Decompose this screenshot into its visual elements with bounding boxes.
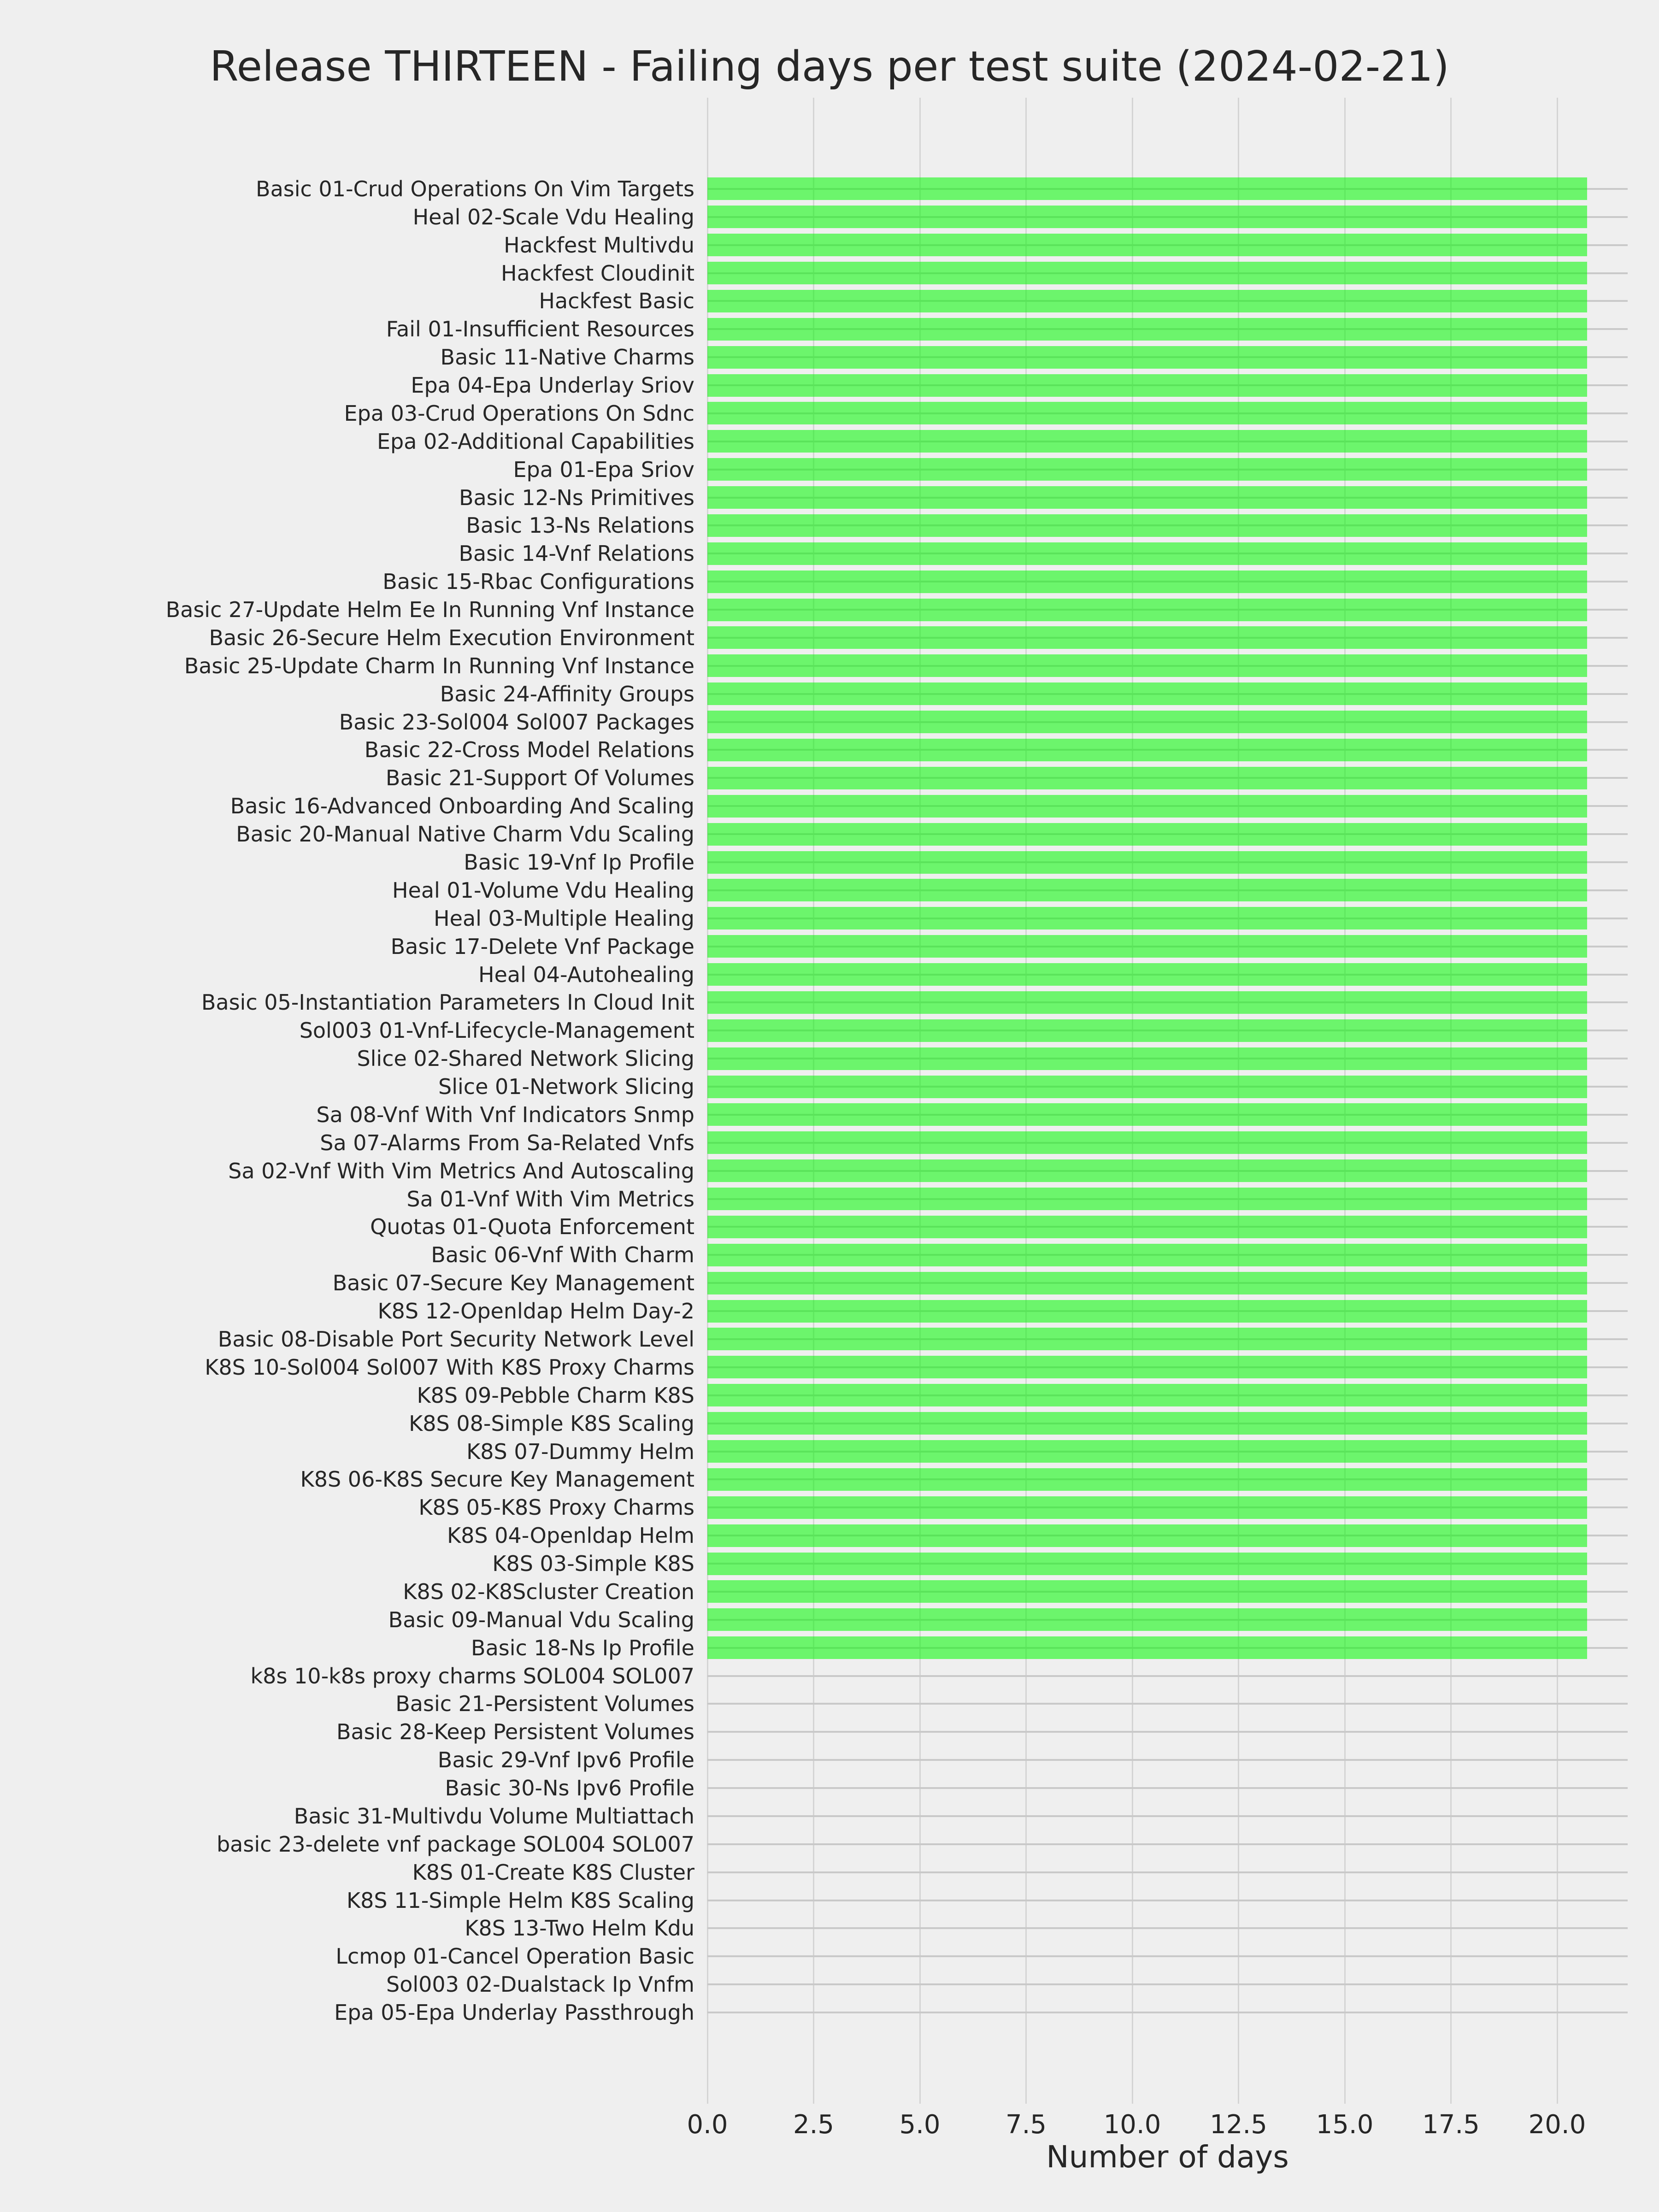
x-gridline [1557, 98, 1558, 2104]
y-tick-label: Basic 19-Vnf Ip Profile [464, 850, 694, 875]
bar-sa-01-vnf-with-vim-metrics [707, 1188, 1587, 1210]
bar-basic-14-vnf-relations [707, 542, 1587, 565]
x-tick-label: 10.0 [1103, 2110, 1161, 2140]
y-gridline [707, 1871, 1628, 1873]
y-tick-label: Epa 04-Epa Underlay Sriov [411, 373, 694, 398]
y-tick-label: Epa 02-Additional Capabilities [377, 429, 694, 454]
y-gridline [707, 1927, 1628, 1929]
x-gridline [1238, 98, 1239, 2104]
y-tick-label: Hackfest Multivdu [504, 232, 694, 258]
bar-slice-02-shared-network-slicing [707, 1047, 1587, 1070]
y-tick-label: Epa 05-Epa Underlay Passthrough [334, 2000, 694, 2025]
x-gridline [707, 98, 708, 2104]
x-axis-title: Number of days [1046, 2139, 1289, 2175]
x-tick-label: 15.0 [1316, 2110, 1374, 2140]
y-tick-label: Basic 20-Manual Native Charm Vdu Scaling [236, 822, 694, 847]
bar-basic-27-update-helm-ee-in-running-vnf-instance [707, 599, 1587, 621]
bar-k8s-04-openldap-helm [707, 1524, 1587, 1547]
y-tick-label: k8s 10-k8s proxy charms SOL004 SOL007 [250, 1663, 694, 1688]
y-tick-label: Basic 29-Vnf Ipv6 Profile [437, 1747, 694, 1773]
y-tick-label: Fail 01-Insufficient Resources [386, 317, 694, 342]
y-tick-label: K8S 02-K8Scluster Creation [403, 1579, 694, 1604]
y-tick-label: Sa 01-Vnf With Vim Metrics [406, 1186, 694, 1212]
bar-sa-07-alarms-from-sa-related-vnfs [707, 1131, 1587, 1154]
bar-heal-01-volume-vdu-healing [707, 879, 1587, 901]
y-tick-label: Basic 14-Vnf Relations [459, 541, 694, 566]
y-tick-label: Slice 02-Shared Network Slicing [357, 1046, 694, 1071]
y-tick-label: K8S 09-Pebble Charm K8S [417, 1382, 694, 1408]
bar-basic-08-disable-port-security-network-level [707, 1328, 1587, 1350]
bar-basic-26-secure-helm-execution-environment [707, 626, 1587, 649]
bar-basic-09-manual-vdu-scaling [707, 1608, 1587, 1631]
y-gridline [707, 1983, 1628, 1985]
x-gridline [1344, 98, 1346, 2104]
y-tick-label: Sa 08-Vnf With Vnf Indicators Snmp [316, 1102, 694, 1127]
bar-k8s-05-k8s-proxy-charms [707, 1496, 1587, 1519]
y-gridline [707, 1759, 1628, 1761]
bar-basic-06-vnf-with-charm [707, 1244, 1587, 1266]
y-tick-label: Basic 24-Affinity Groups [440, 681, 694, 706]
y-tick-label: K8S 05-K8S Proxy Charms [418, 1495, 694, 1520]
y-tick-label: Basic 23-Sol004 Sol007 Packages [339, 709, 694, 735]
y-tick-label: K8S 06-K8S Secure Key Management [300, 1467, 694, 1492]
y-tick-label: Basic 05-Instantiation Parameters In Cloud Init [201, 990, 694, 1015]
plot-area [707, 98, 1628, 2104]
bar-epa-04-epa-underlay-sriov [707, 374, 1587, 397]
bar-basic-21-support-of-volumes [707, 767, 1587, 789]
y-gridline [707, 1731, 1628, 1733]
y-tick-label: Basic 27-Update Helm Ee In Running Vnf Instance [165, 597, 694, 623]
y-tick-label: Heal 04-Autohealing [478, 962, 694, 987]
y-tick-label: K8S 11-Simple Helm K8S Scaling [346, 1888, 694, 1913]
bar-sol003-01-vnf-lifecycle-management [707, 1019, 1587, 1042]
y-gridline [707, 1955, 1628, 1957]
bar-k8s-12-openldap-helm-day-2 [707, 1300, 1587, 1323]
y-gridline [707, 1675, 1628, 1677]
y-tick-label: K8S 08-Simple K8S Scaling [409, 1411, 694, 1436]
bar-heal-03-multiple-healing [707, 907, 1587, 930]
y-gridline [707, 1815, 1628, 1817]
x-gridline [1450, 98, 1452, 2104]
bar-basic-05-instantiation-parameters-in-cloud-init [707, 991, 1587, 1014]
y-tick-label: Basic 09-Manual Vdu Scaling [388, 1607, 694, 1632]
x-axis-tick-labels [0, 2110, 1659, 2142]
bar-epa-02-additional-capabilities [707, 430, 1587, 453]
x-tick-label: 2.5 [793, 2110, 835, 2140]
y-tick-label: Basic 13-Ns Relations [466, 513, 694, 538]
y-tick-label: K8S 12-Openldap Helm Day-2 [377, 1299, 694, 1324]
y-tick-label: Basic 15-Rbac Configurations [382, 569, 694, 594]
y-tick-label: Basic 28-Keep Persistent Volumes [336, 1719, 694, 1745]
bar-basic-01-crud-operations-on-vim-targets [707, 177, 1587, 200]
y-tick-label: Basic 25-Update Charm In Running Vnf Instance [184, 653, 694, 678]
y-tick-label: Heal 02-Scale Vdu Healing [412, 204, 694, 229]
y-tick-label: Sol003 01-Vnf-Lifecycle-Management [299, 1018, 694, 1043]
bar-basic-13-ns-relations [707, 514, 1587, 537]
y-tick-label: K8S 03-Simple K8S [492, 1551, 694, 1577]
bar-heal-04-autohealing [707, 963, 1587, 986]
bar-epa-01-epa-sriov [707, 458, 1587, 481]
y-tick-label: basic 23-delete vnf package SOL004 SOL007 [216, 1831, 694, 1857]
bar-basic-20-manual-native-charm-vdu-scaling [707, 823, 1587, 846]
y-tick-label: Epa 03-Crud Operations On Sdnc [344, 400, 694, 426]
x-gridline [813, 98, 814, 2104]
y-tick-label: Sa 07-Alarms From Sa-Related Vnfs [320, 1130, 694, 1155]
y-tick-label: Quotas 01-Quota Enforcement [370, 1214, 694, 1240]
y-axis-labels [0, 98, 694, 2104]
y-tick-label: K8S 07-Dummy Helm [466, 1439, 694, 1464]
bar-k8s-07-dummy-helm [707, 1440, 1587, 1463]
y-tick-label: Heal 01-Volume Vdu Healing [392, 877, 694, 903]
bar-heal-02-scale-vdu-healing [707, 206, 1587, 228]
bar-basic-12-ns-primitives [707, 486, 1587, 509]
bar-hackfest-cloudinit [707, 262, 1587, 284]
y-tick-label: K8S 10-Sol004 Sol007 With K8S Proxy Charms [205, 1354, 694, 1380]
bar-basic-11-native-charms [707, 346, 1587, 369]
y-tick-label: Lcmop 01-Cancel Operation Basic [335, 1944, 694, 1969]
y-tick-label: Sol003 02-Dualstack Ip Vnfm [386, 1972, 694, 1997]
bar-basic-15-rbac-configurations [707, 571, 1587, 593]
bar-basic-25-update-charm-in-running-vnf-instance [707, 654, 1587, 677]
y-gridline [707, 1787, 1628, 1789]
y-tick-label: K8S 04-Openldap Helm [447, 1523, 694, 1548]
bar-k8s-10-sol004-sol007-with-k8s-proxy-charms [707, 1356, 1587, 1378]
y-tick-label: Basic 11-Native Charms [440, 345, 694, 370]
bar-k8s-03-simple-k8s [707, 1553, 1587, 1575]
x-tick-label: 0.0 [687, 2110, 728, 2140]
y-tick-label: Hackfest Basic [539, 288, 694, 314]
bar-k8s-08-simple-k8s-scaling [707, 1412, 1587, 1435]
bar-k8s-06-k8s-secure-key-management [707, 1468, 1587, 1491]
y-tick-label: Hackfest Cloudinit [501, 260, 694, 286]
bar-basic-19-vnf-ip-profile [707, 851, 1587, 874]
y-tick-label: Basic 06-Vnf With Charm [431, 1242, 694, 1268]
y-tick-label: Basic 12-Ns Primitives [459, 485, 694, 510]
bar-fail-01-insufficient-resources [707, 318, 1587, 341]
bar-basic-18-ns-ip-profile [707, 1636, 1587, 1659]
y-tick-label: Heal 03-Multiple Healing [434, 906, 694, 931]
bar-sa-02-vnf-with-vim-metrics-and-autoscaling [707, 1159, 1587, 1182]
bar-quotas-01-quota-enforcement [707, 1216, 1587, 1238]
bar-hackfest-basic [707, 290, 1587, 312]
y-gridline [707, 1843, 1628, 1845]
chart-title: Release THIRTEEN - Failing days per test suite (2024-02-21) [210, 42, 1449, 91]
x-tick-label: 5.0 [899, 2110, 941, 2140]
y-gridline [707, 1900, 1628, 1901]
y-tick-label: Basic 22-Cross Model Relations [364, 737, 694, 763]
x-tick-label: 7.5 [1005, 2110, 1047, 2140]
bar-basic-23-sol004-sol007-packages [707, 711, 1587, 733]
bar-epa-03-crud-operations-on-sdnc [707, 402, 1587, 424]
bar-basic-17-delete-vnf-package [707, 935, 1587, 958]
x-tick-label: 12.5 [1210, 2110, 1267, 2140]
x-tick-label: 17.5 [1422, 2110, 1480, 2140]
x-tick-label: 20.0 [1528, 2110, 1586, 2140]
y-tick-label: Basic 17-Delete Vnf Package [390, 934, 694, 959]
y-tick-label: K8S 01-Create K8S Cluster [412, 1859, 694, 1885]
bar-slice-01-network-slicing [707, 1076, 1587, 1098]
y-tick-label: Basic 21-Support Of Volumes [385, 765, 694, 791]
y-tick-label: Basic 16-Advanced Onboarding And Scaling [230, 794, 694, 819]
y-tick-label: Basic 18-Ns Ip Profile [471, 1635, 694, 1660]
y-tick-label: Basic 31-Multivdu Volume Multiattach [294, 1803, 694, 1829]
y-tick-label: Sa 02-Vnf With Vim Metrics And Autoscaling [228, 1158, 694, 1183]
x-gridline [1132, 98, 1133, 2104]
y-gridline [707, 2012, 1628, 2013]
bar-basic-24-affinity-groups [707, 682, 1587, 705]
bar-basic-16-advanced-onboarding-and-scaling [707, 795, 1587, 818]
y-tick-label: Slice 01-Network Slicing [438, 1074, 694, 1100]
y-tick-label: Epa 01-Epa Sriov [513, 457, 694, 482]
bar-hackfest-multivdu [707, 234, 1587, 256]
bar-k8s-02-k8scluster-creation [707, 1580, 1587, 1603]
x-gridline [919, 98, 921, 2104]
y-tick-label: K8S 13-Two Helm Kdu [465, 1916, 694, 1941]
y-tick-label: Basic 26-Secure Helm Execution Environment [209, 625, 694, 650]
bar-sa-08-vnf-with-vnf-indicators-snmp [707, 1103, 1587, 1126]
y-tick-label: Basic 21-Persistent Volumes [395, 1691, 694, 1717]
y-gridline [707, 1703, 1628, 1705]
bar-k8s-09-pebble-charm-k8s [707, 1384, 1587, 1406]
bar-basic-22-cross-model-relations [707, 739, 1587, 761]
bar-basic-07-secure-key-management [707, 1272, 1587, 1294]
y-tick-label: Basic 30-Ns Ipv6 Profile [445, 1776, 694, 1801]
y-tick-label: Basic 01-Crud Operations On Vim Targets [256, 176, 694, 201]
x-gridline [1025, 98, 1027, 2104]
y-tick-label: Basic 07-Secure Key Management [332, 1271, 694, 1296]
y-tick-label: Basic 08-Disable Port Security Network Level [218, 1326, 694, 1352]
